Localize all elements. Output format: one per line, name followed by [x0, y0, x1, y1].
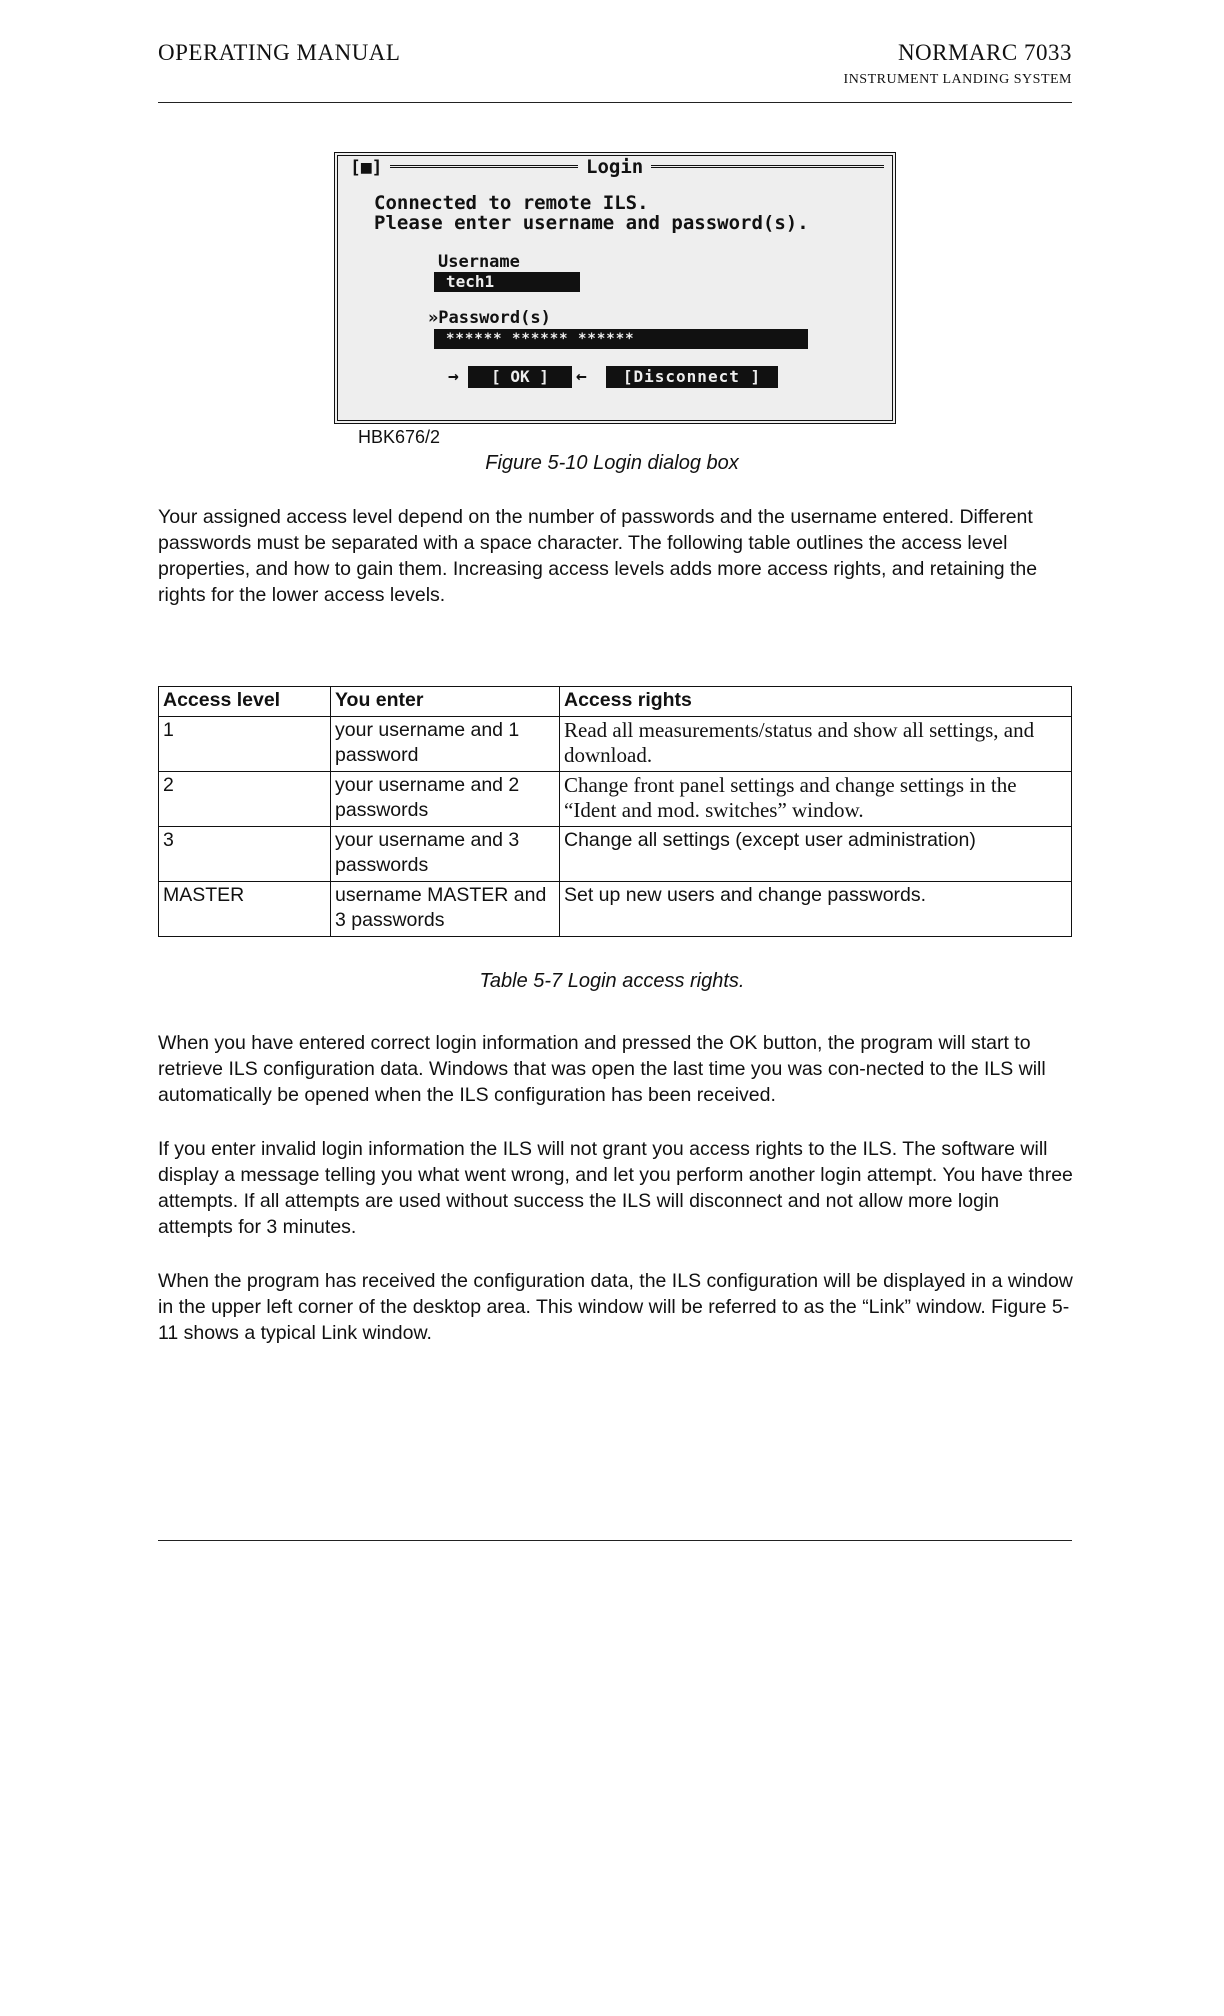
- username-field: tech1: [434, 272, 580, 292]
- column-header: Access rights: [560, 687, 1072, 717]
- table-cell: 1: [159, 717, 331, 772]
- dialog-message-line1: Connected to remote ILS.: [374, 192, 649, 214]
- paragraph-invalid-login: If you enter invalid login information the ILS will not grant you access rights to the ILS. The software will display a message telling you what went wrong, and let you perform another login attempt. You have three attempts. If all attempts are used without success the ILS will disconnect and not allow more login attempts for 3 minutes.: [158, 1138, 1073, 1238]
- header-product-title: NORMARC 7033: [897, 40, 1072, 65]
- table-cell: your username and 1 password: [331, 717, 560, 772]
- table-cell: Read all measurements/status and show all settings, and download.: [560, 717, 1072, 772]
- dialog-titlebar: [338, 156, 892, 178]
- access-rights-table: [158, 686, 1072, 937]
- table-cell: username MASTER and 3 passwords: [331, 882, 560, 937]
- password-label: »Password(s): [428, 308, 551, 328]
- table-cell: MASTER: [159, 882, 331, 937]
- table-cell: 3: [159, 827, 331, 882]
- table-cell: 2: [159, 772, 331, 827]
- dialog-title: Login: [578, 156, 651, 178]
- header-product-subtitle: INSTRUMENT LANDING SYSTEM: [843, 72, 1072, 87]
- header-rule: [158, 102, 1072, 103]
- table-row: [159, 882, 1072, 937]
- table-row: [159, 827, 1072, 882]
- password-field: ****** ****** ******: [434, 329, 808, 349]
- focus-arrow-right-icon: →: [448, 366, 459, 387]
- table-caption: Table 5-7 Login access rights.: [479, 970, 745, 992]
- table-cell: Change front panel settings and change settings in the “Ident and mod. switches” window.: [560, 772, 1072, 827]
- footer-rule: [158, 1540, 1072, 1541]
- disconnect-button: [Disconnect ]: [606, 366, 778, 388]
- table-cell: Set up new users and change passwords.: [560, 882, 1072, 937]
- table-cell: your username and 3 passwords: [331, 827, 560, 882]
- table-row: [159, 772, 1072, 827]
- table-row: [159, 717, 1072, 772]
- ok-button: [ OK ]: [468, 366, 572, 388]
- username-label: Username: [438, 252, 520, 272]
- column-header: Access level: [159, 687, 331, 717]
- header-manual-title: OPERATING MANUAL: [158, 40, 401, 65]
- table-header-row: [159, 687, 1072, 717]
- system-menu-icon: [■]: [350, 157, 383, 178]
- table-cell: Change all settings (except user administration): [560, 827, 1072, 882]
- column-header: You enter: [331, 687, 560, 717]
- figure-caption: Figure 5-10 Login dialog box: [485, 452, 739, 474]
- paragraph-login-success: When you have entered correct login information and pressed the OK button, the program will start to retrieve ILS configuration data. Windows that was open the last time you was con-nected to the ILS will automatically be opened when the ILS configuration has been received.: [158, 1032, 1046, 1106]
- paragraph-access-levels: Your assigned access level depend on the number of passwords and the username entered. Different passwords must be separated with a space character. The following table outlines the access level properties, and how to gain them. Increasing access levels adds more access rights, and retaining the rights for the lower access levels.: [158, 506, 1038, 606]
- focus-arrow-left-icon: ←: [576, 366, 587, 387]
- dialog-message-line2: Please enter username and password(s).: [374, 212, 809, 234]
- figure-id: HBK676/2: [358, 427, 441, 447]
- table-cell: your username and 2 passwords: [331, 772, 560, 827]
- login-dialog-figure: [334, 152, 896, 424]
- header-product: [844, 40, 1072, 88]
- paragraph-link-window: When the program has received the configuration data, the ILS configuration will be displayed in a window in the upper left corner of the desktop area. This window will be referred to as the “Link” window. Figure 5-11 shows a typical Link window.: [158, 1270, 1073, 1344]
